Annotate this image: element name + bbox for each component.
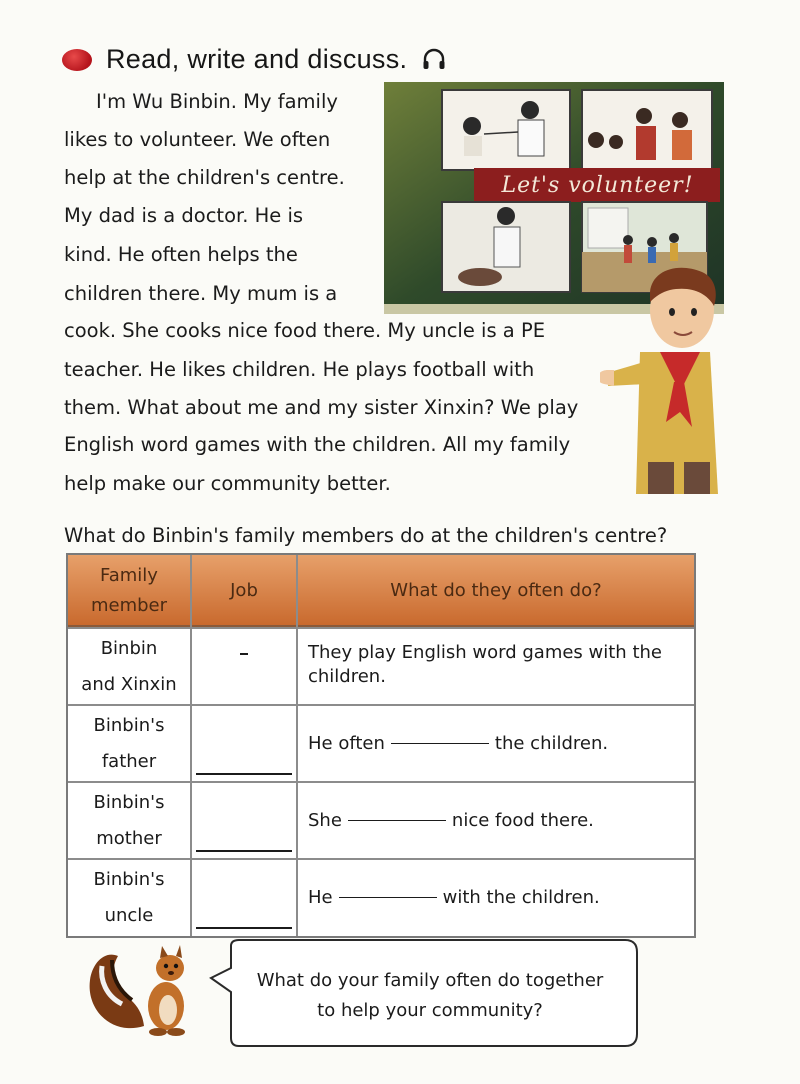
activity-text-after: nice food there. <box>451 809 594 831</box>
header-activity: What do they often do? <box>390 580 602 601</box>
family-jobs-table <box>66 553 696 938</box>
member-cell <box>68 629 190 704</box>
table-row <box>68 627 694 704</box>
activity-text-before: He <box>308 886 333 908</box>
passage-line: likes to volunteer. We often <box>64 128 331 151</box>
section-header <box>62 44 447 75</box>
table-header-row <box>68 555 694 627</box>
header-member-line2: member <box>90 595 168 616</box>
section-title: Read, write and discuss. <box>106 44 408 74</box>
activity-answer-blank[interactable] <box>391 743 489 744</box>
table-row <box>68 781 694 858</box>
member-name-line2: and Xinxin <box>81 673 177 695</box>
discussion-question <box>228 966 632 1026</box>
passage-line: English word games with the children. All my family <box>64 433 571 456</box>
member-cell <box>68 860 190 935</box>
job-cell <box>192 706 296 781</box>
member-name-line1: Binbin's <box>93 868 165 890</box>
header-job: Job <box>230 580 258 601</box>
member-name-line2: uncle <box>104 904 154 926</box>
column-divider <box>190 555 192 936</box>
activity-text-before: She <box>308 809 342 831</box>
passage-line: help make our community better. <box>64 472 391 495</box>
passage-line: help at the children's centre. <box>64 166 345 189</box>
member-cell <box>68 706 190 781</box>
activity-answer-blank[interactable] <box>339 897 437 898</box>
activity-text-before: He often <box>308 732 385 754</box>
header-member-line1: Family <box>100 565 158 586</box>
member-name-line2: father <box>101 750 157 772</box>
activity-cell <box>298 860 694 935</box>
member-name-line1: Binbin <box>100 637 158 659</box>
squirrel-mascot-illustration <box>82 940 202 1040</box>
member-name-line1: Binbin's <box>93 714 165 736</box>
job-answer-blank[interactable] <box>196 773 292 775</box>
activity-answer-blank[interactable] <box>348 820 446 821</box>
activity-text-after: the children. <box>494 732 609 754</box>
table-row <box>68 704 694 781</box>
passage-line: children there. My mum is a <box>64 282 338 305</box>
passage-line: teacher. He likes children. He plays football with <box>64 358 535 381</box>
volunteer-banner: Let's volunteer! <box>501 172 694 198</box>
header-family-member <box>68 555 190 627</box>
task-question: What do Binbin's family members do at the children's centre? <box>64 524 668 547</box>
passage-line: kind. He often helps the <box>64 243 298 266</box>
passage-line: I'm Wu Binbin. My family <box>96 90 338 113</box>
activity-text-after: with the children. <box>442 886 600 908</box>
job-answer-blank[interactable] <box>196 850 292 852</box>
passage-line: them. What about me and my sister Xinxin? We play <box>64 396 579 419</box>
discussion-line2: to help your community? <box>317 1000 543 1021</box>
job-answer-blank[interactable] <box>196 927 292 929</box>
job-dash <box>240 653 248 655</box>
activity-cell: They play English word games with the children. <box>308 642 662 687</box>
passage-line: cook. She cooks nice food there. My uncle is a PE <box>64 319 546 342</box>
job-cell <box>192 629 296 704</box>
member-name-line1: Binbin's <box>93 791 165 813</box>
column-divider <box>296 555 298 936</box>
member-cell <box>68 783 190 858</box>
table-row <box>68 858 694 935</box>
member-name-line2: mother <box>96 827 162 849</box>
activity-cell <box>298 706 694 781</box>
boy-character-illustration <box>600 262 740 494</box>
discussion-line1: What do your family often do together <box>256 970 604 991</box>
headphones-icon[interactable] <box>421 47 447 73</box>
job-cell <box>192 860 296 935</box>
job-cell <box>192 783 296 858</box>
red-dot-icon <box>62 49 92 71</box>
activity-cell <box>298 783 694 858</box>
passage-line: My dad is a doctor. He is <box>64 204 304 227</box>
